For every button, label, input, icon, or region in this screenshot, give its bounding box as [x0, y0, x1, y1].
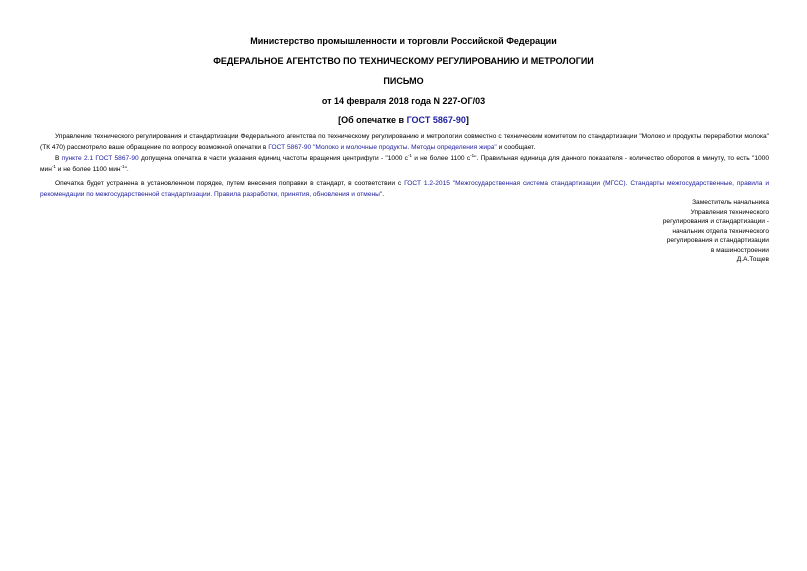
signature-line: регулирования и стандартизации -	[662, 218, 769, 225]
paragraph-1	[40, 131, 769, 153]
p2-text-3: и не более 1100 с	[411, 155, 471, 162]
document-subject	[0, 115, 807, 126]
p2-sup-1: -1	[407, 152, 412, 158]
p2-sup-2: -1	[470, 152, 475, 158]
p2-text-5: и не более 1100 мин	[55, 166, 121, 173]
p2-clause-link[interactable]: пункте 2.1 ГОСТ 5867-90	[61, 155, 139, 162]
signature-line: Управления технического	[690, 208, 769, 216]
p2-text-4: ". Правильная единица для данного показателя - количество оборотов в минуту, то есть "1000 мин	[40, 155, 769, 173]
paragraph-2	[40, 153, 769, 175]
p2-sup-3: -1	[51, 163, 56, 169]
p3-text: Опечатка будет устранена в установленном порядке, путем внесения поправки в стандарт, в соответствии с	[55, 180, 405, 187]
signature-line: начальник отдела технического	[672, 227, 769, 235]
document-date-number: от 14 февраля 2018 года N 227-ОГ/03	[321, 96, 486, 106]
p3-text-end: .	[382, 191, 385, 198]
p2-sup-4: -1	[120, 163, 125, 169]
p2-text-6: ".	[124, 166, 129, 173]
subject-suffix: ]	[465, 115, 469, 125]
ministry-title: Министерство промышленности и торговли Российской Федерации	[250, 36, 557, 46]
signature-name: Д.А.Тощев	[736, 256, 769, 263]
agency-title: ФЕДЕРАЛЬНОЕ АГЕНТСТВО ПО ТЕХНИЧЕСКОМУ РЕГУЛИРОВАНИЮ И МЕТРОЛОГИИ	[213, 56, 594, 66]
signature-line: Заместитель начальника	[692, 199, 769, 206]
p2-text: В	[55, 155, 62, 162]
p2-text-2: допущена опечатка в части указания единиц частоты вращения центрифуги - "1000 с	[138, 155, 408, 162]
p1-gost-link[interactable]: ГОСТ 5867-90 "Молоко и молочные продукты. Методы определения жира"	[268, 144, 497, 151]
signature-line: в машиностроении	[710, 246, 769, 254]
subject-prefix: [Об опечатке в	[338, 115, 407, 125]
signature-block	[663, 198, 769, 265]
paragraph-3	[40, 178, 769, 200]
p3-gost-link[interactable]: ГОСТ 1.2-2015 "Межгосударственная система стандартизации (МГСС). Стандарты межгосударственные, правила и рекомендации по межгосударственной стандартизации. Правила разработки, принятия, обновления и отмены"	[40, 180, 770, 198]
subject-gost-link[interactable]: ГОСТ 5867-90	[406, 115, 466, 125]
p1-text-end: и сообщает.	[496, 144, 536, 151]
p1-text: Управление технического регулирования и стандартизации Федерального агентства по техническому регулированию и метрологии совместно с техническим комитетом по стандартизации "Молоко и продукты переработки молока" (ТК 470) рассмотрело ваше обращение по вопросу возможной опечатки в	[40, 133, 769, 151]
document-type: ПИСЬМО	[383, 76, 424, 86]
signature-line: регулирования и стандартизации	[666, 237, 769, 244]
